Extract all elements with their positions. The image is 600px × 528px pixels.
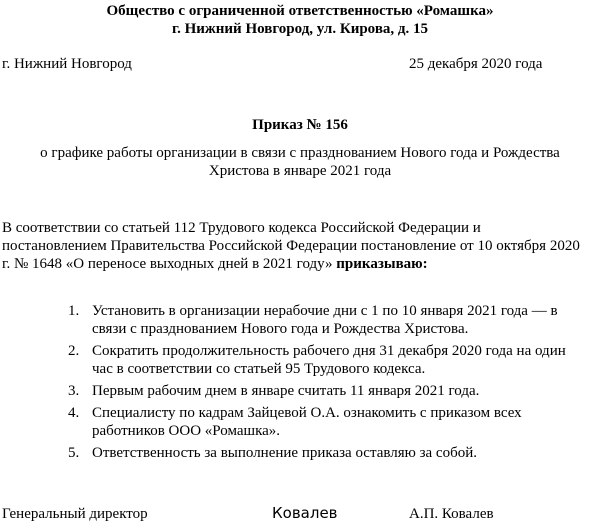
item-text-line-1: Ответственность за выполнение приказа оставляю за собой. [92,445,477,461]
item-text-line-1: Установить в организации нерабочие дни с 1 по 10 января 2021 года — в [92,303,558,319]
item-text-line-2: работников ООО «Ромашка». [92,423,281,439]
item-number: 3. [68,383,80,399]
item-number: 4. [68,405,80,421]
signatory-name: А.П. Ковалев [409,506,494,522]
item-number: 5. [68,445,80,461]
list-item [60,404,580,440]
item-text-line-1: Первым рабочим днем в январе считать 11 января 2021 года. [92,383,480,399]
list-item [60,382,580,400]
item-text-line-2: час в соответствии со статьей 95 Трудового кодекса. [92,361,426,377]
preamble-line-2: постановлением Правительства Российской Федерации постановление от 10 октября 2020 [2,238,580,254]
handwritten-signature: Ковалев [272,504,338,522]
preamble-line-3 [2,255,598,273]
list-item [60,444,580,462]
preamble-line-3-text: г. № 1648 «О переносе выходных дней в 2021 году» [2,256,333,272]
document-date: 25 декабря 2020 года [409,56,543,72]
item-text-line-1: Сократить продолжительность рабочего дня 31 декабря 2020 года на один [92,343,566,359]
order-subject-line-1: о графике работы организации в связи с празднованием Нового года и Рождества [40,145,560,161]
order-subject-line-2: Христова в январе 2021 года [208,163,392,179]
list-item [60,302,580,338]
order-title: Приказ № 156 [252,117,348,133]
item-text-line-2: связи с празднованием Нового года и Рождества Христова. [92,321,469,337]
city: г. Нижний Новгород [2,56,132,72]
preamble [2,219,598,273]
list-item [60,342,580,378]
item-text-line-1: Специалисту по кадрам Зайцевой О.А. ознакомить с приказом всех [92,405,522,421]
organization-address: г. Нижний Новгород, ул. Кирова, д. 15 [171,21,429,37]
order-verb: приказываю: [336,256,428,272]
order-items-list [60,302,580,466]
preamble-line-1: В соответствии со статьей 112 Трудового кодекса Российской Федерации и [2,220,481,236]
organization-name: Общество с ограниченной ответственностью «Ромашка» [106,3,494,19]
signatory-position: Генеральный директор [2,506,148,522]
item-number: 1. [68,303,80,319]
item-number: 2. [68,343,80,359]
